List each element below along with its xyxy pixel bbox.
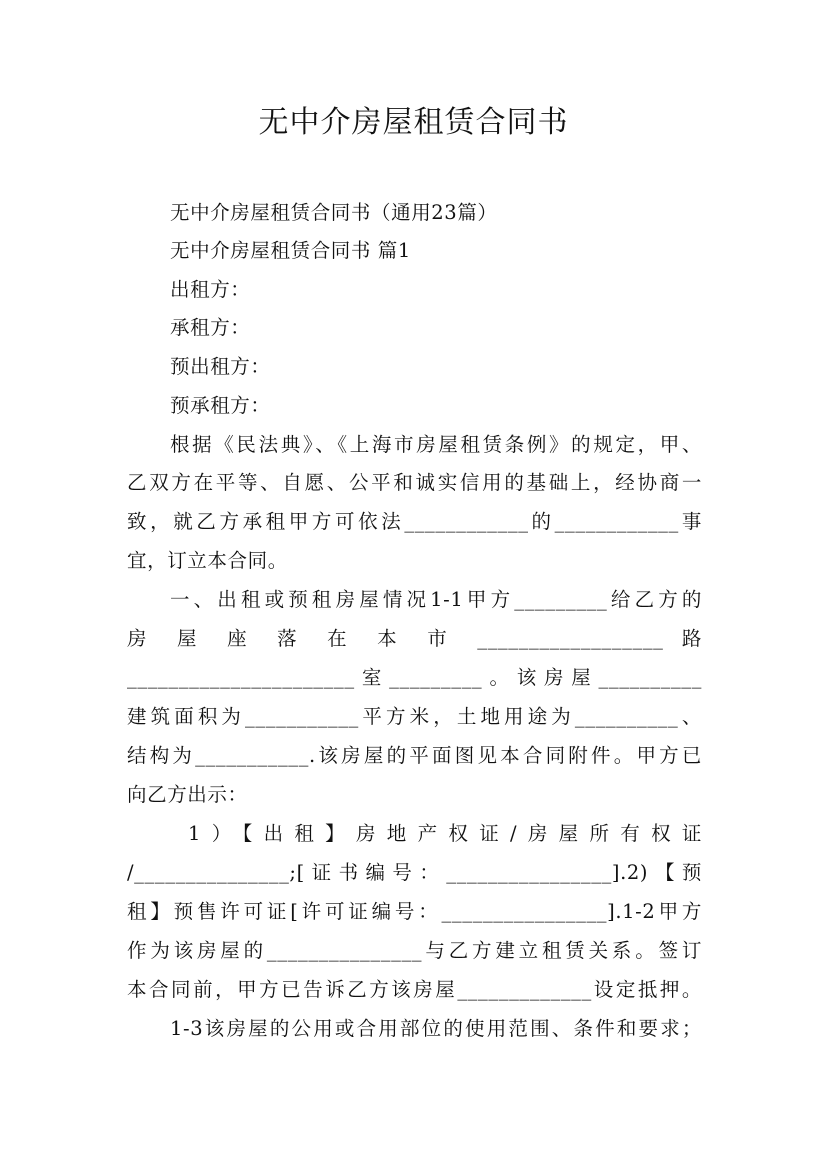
paragraph-line: 一、出租或预租房屋情况1-1甲方_________给乙方的: [170, 588, 702, 611]
paragraph-line: 宜，订立本合同。: [127, 549, 288, 572]
pre-lessee-field: 预承租方：: [170, 394, 271, 417]
section-heading: 无中介房屋租赁合同书 篇1: [170, 239, 411, 262]
paragraph-line: 致，就乙方承租甲方可依法____________的____________事: [127, 510, 702, 533]
paragraph-line: 建筑面积为___________平方米，土地用途为__________、: [127, 705, 702, 728]
pre-lessor-field: 预出租方：: [170, 355, 271, 378]
paragraph-line: 作为该房屋的_______________与乙方建立租赁关系。签订: [127, 939, 702, 962]
paragraph-line: 本合同前，甲方已告诉乙方该房屋_____________设定抵押。: [127, 978, 702, 1001]
subtitle-line: 无中介房屋租赁合同书（通用23篇）: [170, 201, 498, 224]
paragraph-line: 根据《民法典》、《上海市房屋租赁条例》的规定，甲、: [170, 433, 702, 456]
paragraph-line: 向乙方出示：: [127, 783, 248, 806]
paragraph-line: /_______________;[证书编号：________________].2)【预: [127, 861, 702, 884]
paragraph-line: ______________________室_________。该房屋__________: [127, 666, 702, 689]
paragraph-line: 结构为___________.该房屋的平面图见本合同附件。甲方已: [127, 744, 702, 767]
paragraph-line: 房 屋 座 落 在 本 市 __________________ 路: [127, 627, 702, 650]
paragraph-line: 租】预售许可证[许可证编号：________________].1-2甲方: [127, 900, 702, 923]
lessor-field: 出租方：: [170, 278, 251, 301]
paragraph-line: 1-3该房屋的公用或合用部位的使用范围、条件和要求；: [170, 1017, 702, 1040]
paragraph-line: 1）【出租】房地产权证/房屋所有权证: [188, 822, 702, 845]
document-title: 无中介房屋租赁合同书: [258, 105, 569, 140]
paragraph-line: 乙双方在平等、自愿、公平和诚实信用的基础上，经协商一: [127, 471, 702, 494]
lessee-field: 承租方：: [170, 316, 251, 339]
